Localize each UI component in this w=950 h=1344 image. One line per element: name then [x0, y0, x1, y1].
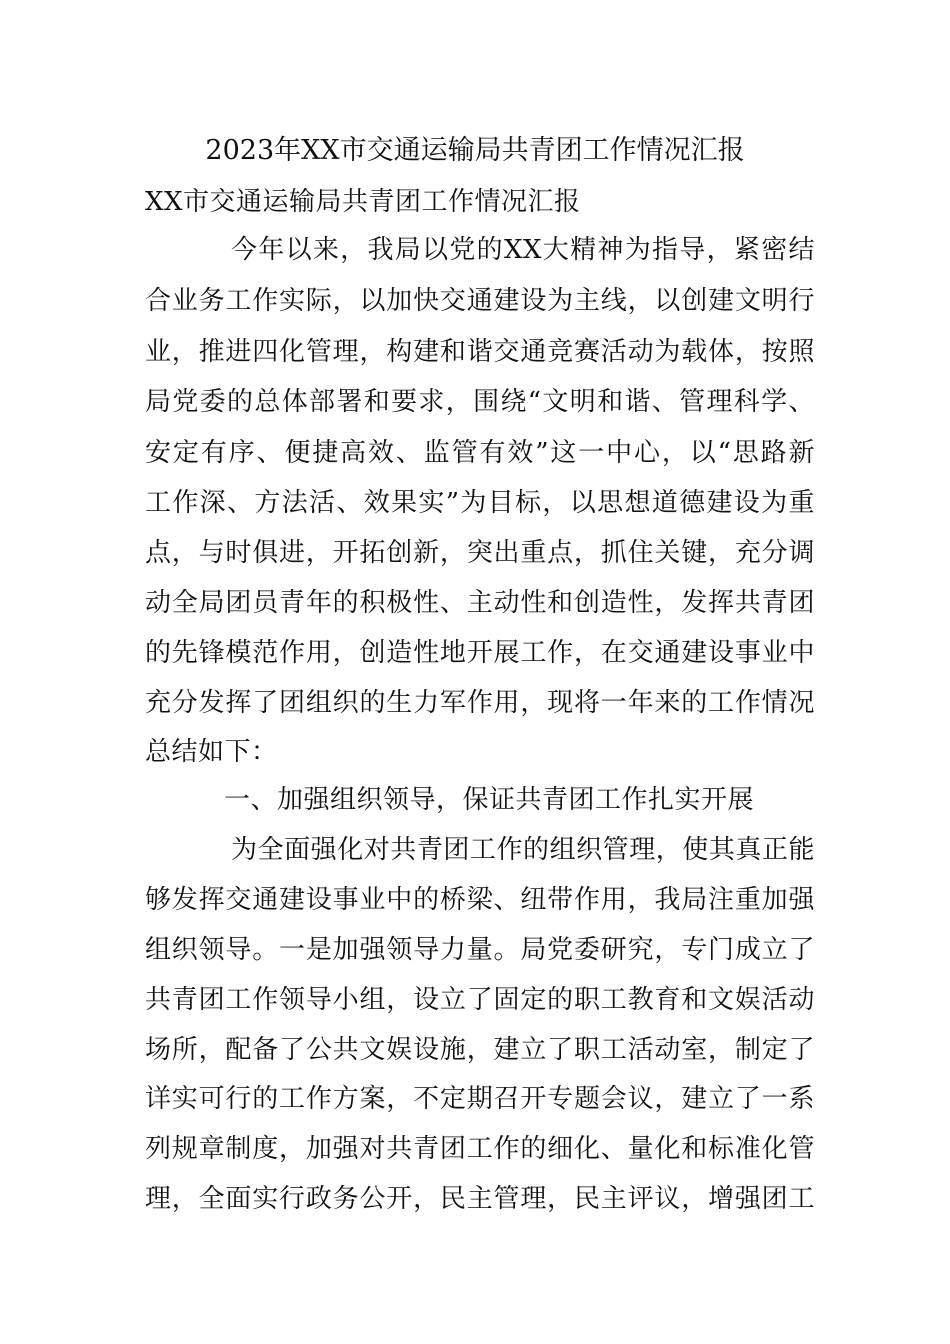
paragraph-line: 够发挥交通建设事业中的桥梁、纽带作用，我局注重加强	[145, 885, 815, 915]
document-subtitle: XX市交通运输局共青团工作情况汇报	[145, 187, 581, 217]
paragraph-line: 点，与时俱进，开拓创新，突出重点，抓住关键，充分调	[145, 538, 815, 568]
paragraph-line: 今年以来，我局以党的XX大精神为指导，紧密结	[231, 235, 815, 265]
paragraph-line: 组织领导。一是加强领导力量。局党委研究，专门成立了	[145, 935, 815, 965]
paragraph-line: 动全局团员青年的积极性、主动性和创造性，发挥共青团	[145, 588, 815, 618]
paragraph-line: 为全面强化对共青团工作的组织管理，使其真正能	[231, 835, 815, 865]
paragraph-line: 详实可行的工作方案，不定期召开专题会议，建立了一系	[145, 1084, 815, 1114]
paragraph-line: 的先锋模范作用，创造性地开展工作，在交通建设事业中	[145, 638, 815, 668]
paragraph-line: 工作深、方法活、效果实”为目标，以思想道德建设为重	[145, 488, 815, 518]
paragraph-line: 总结如下：	[145, 737, 278, 767]
paragraph-line: 合业务工作实际，以加快交通建设为主线，以创建文明行	[145, 286, 815, 316]
paragraph-line: 业，推进四化管理，构建和谐交通竞赛活动为载体，按照	[145, 337, 815, 367]
paragraph-line: 场所，配备了公共文娱设施，建立了职工活动室，制定了	[145, 1035, 815, 1065]
paragraph-line: 列规章制度，加强对共青团工作的细化、量化和标准化管	[145, 1134, 815, 1164]
paragraph-line: 共青团工作领导小组，设立了固定的职工教育和文娱活动	[145, 985, 815, 1015]
section-heading: 一、加强组织领导，保证共青团工作扎实开展	[224, 785, 755, 815]
paragraph-line: 理，全面实行政务公开，民主管理，民主评议，增强团工	[145, 1184, 815, 1214]
document-title: 2023年XX市交通运输局共青团工作情况汇报	[205, 135, 745, 166]
paragraph-line: 安定有序、便捷高效、监管有效”这一中心，以“思路新	[145, 438, 815, 468]
paragraph-line: 充分发挥了团组织的生力军作用，现将一年来的工作情况	[145, 688, 815, 718]
paragraph-line: 局党委的总体部署和要求，围绕“文明和谐、管理科学、	[145, 387, 815, 417]
